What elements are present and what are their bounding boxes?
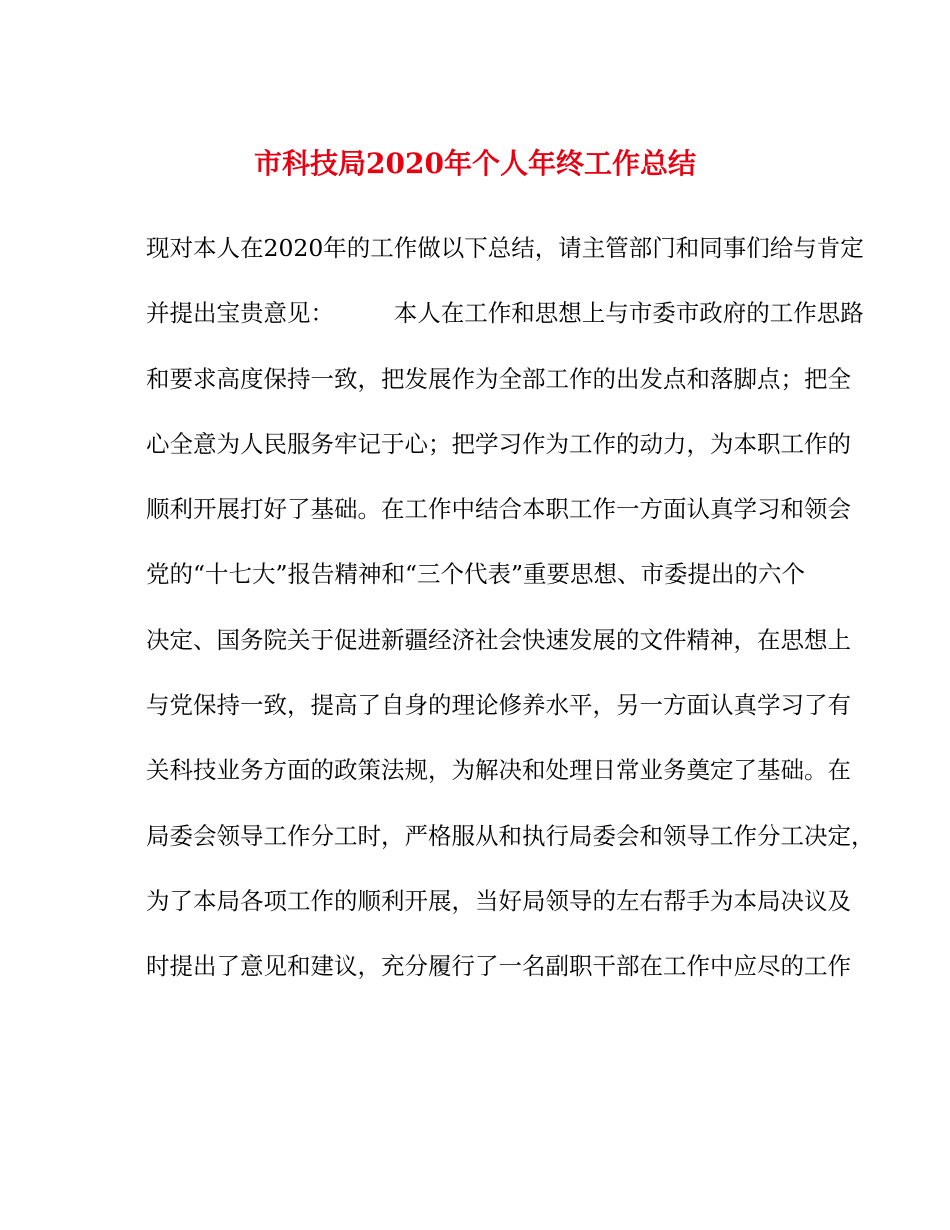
document-body	[146, 218, 875, 1002]
body-line: 党的“十七大”报告精神和“三个代表”重要思想、市委提出的六个	[146, 560, 806, 589]
body-line: 关科技业务方面的政策法规，为解决和处理日常业务奠定了基础。在	[146, 756, 851, 785]
body-line: 决定、国务院关于促进新疆经济社会快速发展的文件精神，在思想上	[146, 625, 851, 654]
body-line: 心全意为人民服务牢记于心；把学习作为工作的动力，为本职工作的	[146, 429, 851, 458]
body-line: 和要求高度保持一致，把发展作为全部工作的出发点和落脚点；把全	[146, 364, 851, 393]
body-line: 局委会领导工作分工时，严格服从和执行局委会和领导工作分工决定，	[146, 821, 875, 850]
body-line: 与党保持一致，提高了自身的理论修养水平，另一方面认真学习了有	[146, 691, 851, 720]
body-line: 为了本局各项工作的顺利开展，当好局领导的左右帮手为本局决议及	[146, 886, 851, 915]
body-line: 现对本人在2020年的工作做以下总结，请主管部门和同事们给与肯定	[146, 234, 864, 262]
body-line: 时提出了意见和建议，充分履行了一名副职干部在工作中应尽的工作	[146, 952, 851, 981]
body-line: 顺利开展打好了基础。在工作中结合本职工作一方面认真学习和领会	[146, 495, 851, 524]
body-line: 并提出宝贵意见： 本人在工作和思想上与市委市政府的工作思路	[146, 299, 864, 328]
document-title: 市科技局2020年个人年终工作总结	[254, 147, 696, 180]
